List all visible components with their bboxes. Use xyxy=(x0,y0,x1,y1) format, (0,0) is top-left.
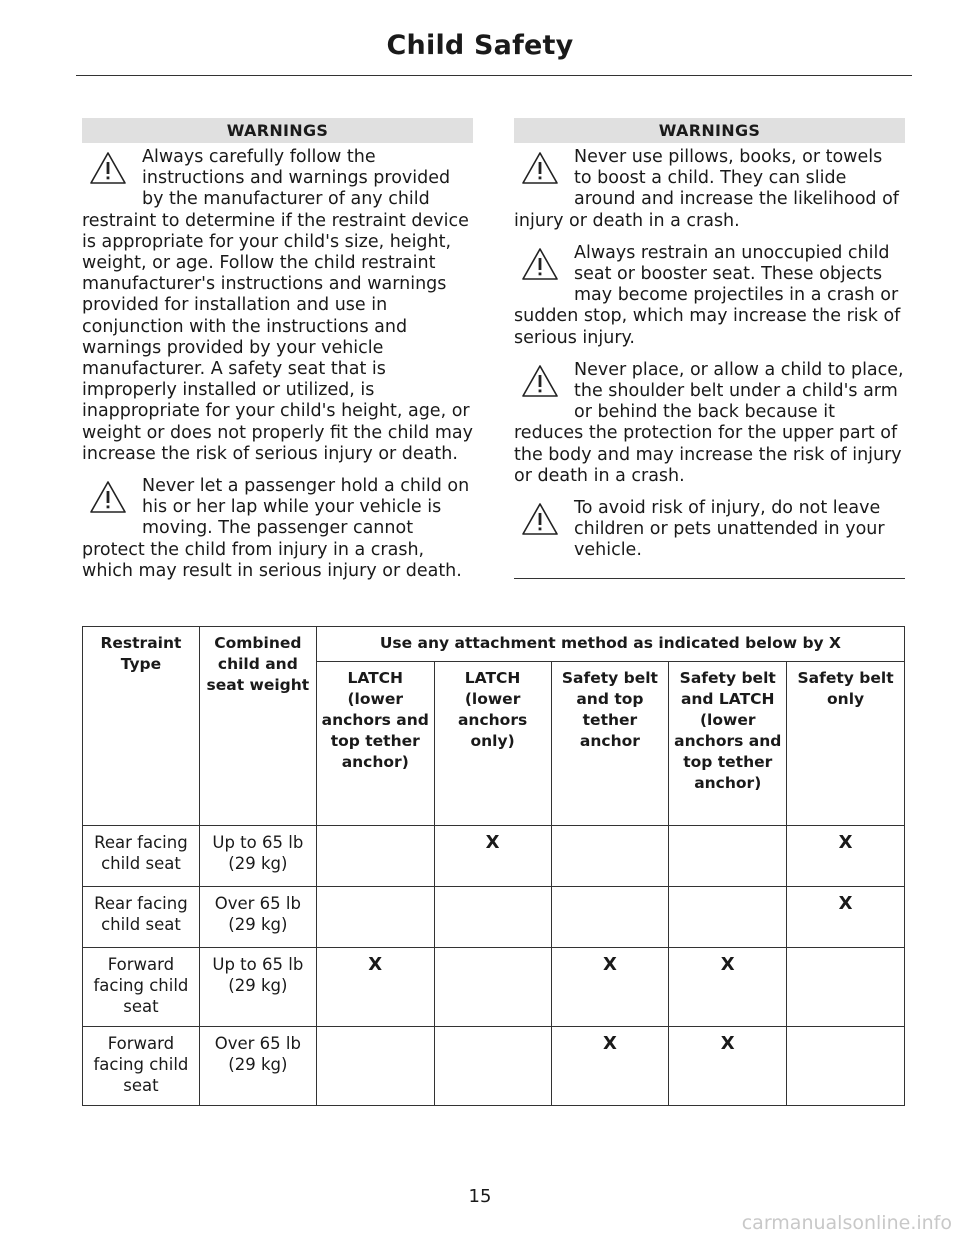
warning-triangle-icon xyxy=(520,150,560,186)
warnings-heading: WARNINGS xyxy=(514,118,905,143)
cell-mark xyxy=(434,948,551,1027)
warning-text: Never place, or allow a child to place, the shoulder belt under a child's arm or behind the back because it reduces the protection for the upper part of the body and may increase the risk of injury or death in a crash. xyxy=(514,359,904,486)
table-row xyxy=(83,826,905,887)
warning-item xyxy=(514,498,905,562)
cell-mark: X xyxy=(787,887,905,948)
attachment-method-table xyxy=(82,626,905,1106)
warning-triangle-icon xyxy=(520,246,560,282)
cell-mark xyxy=(316,1027,434,1106)
cell-mark: X xyxy=(669,1027,787,1106)
warnings-heading: WARNINGS xyxy=(82,118,473,143)
cell-weight: Over 65 lb (29 kg) xyxy=(199,1027,316,1106)
cell-restraint-type: Rear facing child seat xyxy=(83,887,200,948)
cell-mark xyxy=(316,826,434,887)
cell-mark: X xyxy=(551,1027,669,1106)
cell-mark xyxy=(787,1027,905,1106)
warning-text: Always carefully follow the instructions and warnings provided by the manufacturer of any child restraint to determine if the restraint device is appropriate for your child's size, height, weight, or age. Follow the child restraint manufacturer's instructions and warnings provided for installation and use in conjunction with the instructions and warnings provided by your vehicle manufacturer. A safety seat that is improperly installed or utilized, is inappropriate for your child's height, age, or weight or does not properly fit the child may increase the risk of serious injury or death. xyxy=(82,147,473,464)
warning-triangle-icon xyxy=(520,363,560,399)
warning-item xyxy=(82,147,473,465)
warning-item xyxy=(514,360,905,487)
cell-restraint-type: Forward facing child seat xyxy=(83,948,200,1027)
table-row xyxy=(83,887,905,948)
left-warnings-column xyxy=(82,118,473,593)
cell-mark: X xyxy=(551,948,669,1027)
cell-mark xyxy=(551,826,669,887)
cell-mark: X xyxy=(316,948,434,1027)
cell-weight: Up to 65 lb (29 kg) xyxy=(199,826,316,887)
header-method-belt-only: Safety belt only xyxy=(787,662,905,826)
warning-text: Never let a passenger hold a child on his or her lap while your vehicle is moving. The passenger cannot protect the child from injury in a crash, which may result in serious injury or death. xyxy=(82,476,470,581)
table-row xyxy=(83,948,905,1027)
warning-text: Never use pillows, books, or towels to boost a child. They can slide around and increase the likelihood of injury or death in a crash. xyxy=(514,147,899,231)
warning-item xyxy=(514,147,905,232)
cell-mark xyxy=(669,826,787,887)
page-title: Child Safety xyxy=(386,30,574,61)
warning-triangle-icon xyxy=(88,479,128,515)
cell-mark xyxy=(551,887,669,948)
cell-mark xyxy=(316,887,434,948)
cell-mark: X xyxy=(669,948,787,1027)
header-attachment-group: Use any attachment method as indicated below by X xyxy=(316,627,904,662)
cell-restraint-type: Rear facing child seat xyxy=(83,826,200,887)
cell-mark: X xyxy=(787,826,905,887)
warning-triangle-icon xyxy=(520,501,560,537)
section-divider xyxy=(514,578,905,579)
warning-text: To avoid risk of injury, do not leave children or pets unattended in your vehicle. xyxy=(574,498,885,561)
watermark: carmanualsonline.info xyxy=(741,1212,952,1234)
cell-weight: Over 65 lb (29 kg) xyxy=(199,887,316,948)
header-method-belt-latch: Safety belt and LATCH (lower anchors and top tether anchor) xyxy=(669,662,787,826)
warning-item xyxy=(514,243,905,349)
table-row xyxy=(83,1027,905,1106)
cell-weight: Up to 65 lb (29 kg) xyxy=(199,948,316,1027)
header-method-belt-tether: Safety belt and top tether anchor xyxy=(551,662,669,826)
page-number: 15 xyxy=(468,1186,492,1207)
right-warnings-column xyxy=(514,118,905,579)
header-method-latch-tether: LATCH (lower anchors and top tether anchor) xyxy=(316,662,434,826)
warning-triangle-icon xyxy=(88,150,128,186)
header-restraint-type: Restraint Type xyxy=(83,627,200,826)
warning-text: Always restrain an unoccupied child seat or booster seat. These objects may become projectiles in a crash or sudden stop, which may increase the risk of serious injury. xyxy=(514,242,901,348)
header-method-latch-only: LATCH (lower anchors only) xyxy=(434,662,551,826)
cell-mark: X xyxy=(434,826,551,887)
header-combined-weight: Combined child and seat weight xyxy=(199,627,316,826)
cell-mark xyxy=(434,1027,551,1106)
cell-restraint-type: Forward facing child seat xyxy=(83,1027,200,1106)
title-divider xyxy=(76,75,912,76)
cell-mark xyxy=(434,887,551,948)
cell-mark xyxy=(787,948,905,1027)
warning-item xyxy=(82,476,473,582)
cell-mark xyxy=(669,887,787,948)
